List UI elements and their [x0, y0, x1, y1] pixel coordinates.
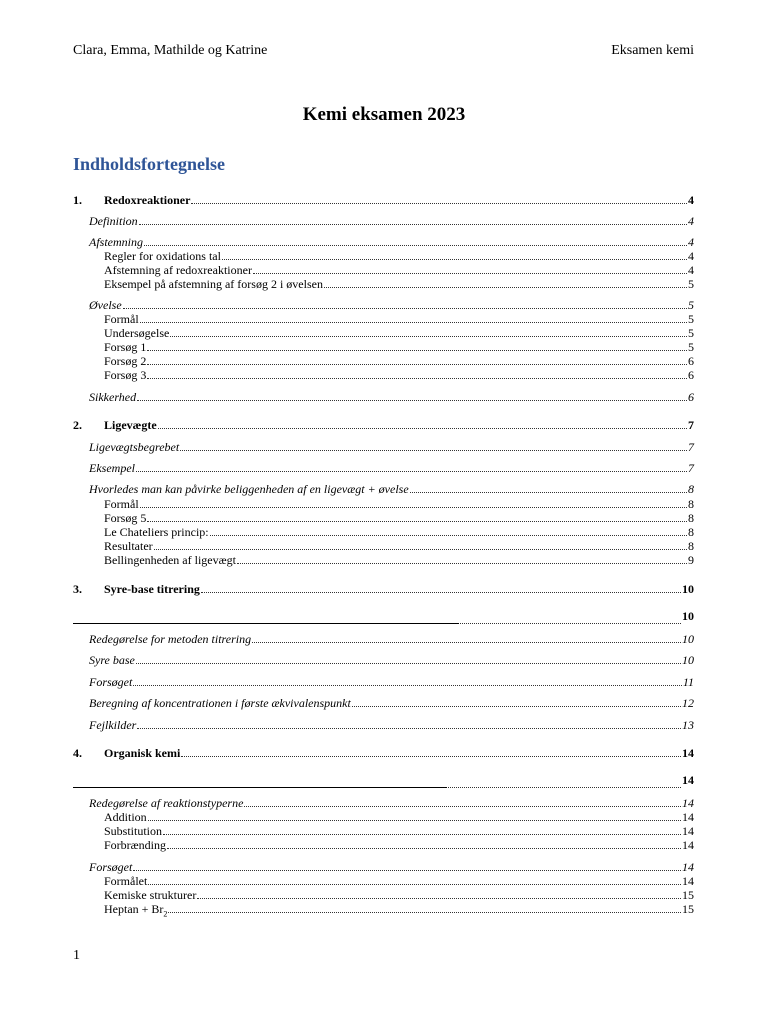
toc-entry-level-2[interactable] — [89, 696, 694, 710]
toc-entry-level-2[interactable] — [89, 235, 694, 249]
toc-leader-dots — [136, 461, 687, 472]
toc-entry-level-1[interactable] — [73, 418, 694, 432]
toc-leader-dots — [352, 696, 681, 707]
toc-page-number: 8 — [688, 525, 694, 539]
toc-entry-label — [104, 497, 139, 511]
toc-page-number: 8 — [688, 539, 694, 553]
toc-entry-level-1[interactable] — [73, 746, 694, 760]
toc-leader-dots — [148, 874, 681, 885]
toc-entry-level-2[interactable] — [89, 860, 694, 874]
toc-entry-subscript: 2 — [163, 909, 168, 919]
toc-entry-text: Forsøg 3 — [104, 368, 147, 382]
toc-entry-text: Eksempel — [89, 461, 135, 475]
toc-leader-dots — [197, 888, 681, 899]
toc-entry-level-2[interactable] — [89, 675, 694, 689]
toc-entry-label — [104, 312, 139, 326]
toc-entry-text: Afstemning af redoxreaktioner — [104, 263, 252, 277]
toc-page-number: 8 — [688, 511, 694, 525]
toc-entry-label — [104, 354, 146, 368]
toc-leader-dots — [133, 675, 682, 686]
toc-leader-dots — [147, 368, 687, 379]
toc-leader-dots — [163, 824, 681, 835]
toc-entry-text: Forsøget — [89, 675, 133, 689]
toc-entry-level-3[interactable] — [104, 340, 694, 354]
toc-page-number: 4 — [688, 263, 694, 277]
toc-page-number: 14 — [682, 796, 694, 810]
toc-page-number: 9 — [688, 553, 694, 567]
toc-page-number: 14 — [682, 773, 694, 787]
toc-entry-text: Heptan + Br — [104, 902, 164, 916]
toc-entry-label — [104, 888, 196, 902]
toc-separator-line — [73, 613, 459, 624]
toc-leader-dots — [180, 440, 687, 451]
toc-page-number: 14 — [682, 838, 694, 852]
toc-entry-label — [104, 539, 153, 553]
toc-page-number: 6 — [688, 354, 694, 368]
toc-entry-text: Syre-base titrering — [104, 582, 200, 596]
toc-entry-level-1[interactable] — [73, 582, 694, 596]
toc-entry-level-3[interactable] — [104, 539, 694, 553]
toc-page-number: 7 — [688, 461, 694, 475]
toc-entry-text: Syre base — [89, 653, 135, 667]
toc-page-number: 14 — [682, 860, 694, 874]
toc-entry-label — [104, 340, 146, 354]
toc-entry-label — [89, 653, 135, 667]
toc-page-number: 4 — [688, 249, 694, 263]
toc-entry-text: Forsøg 5 — [104, 511, 147, 525]
toc-leader-dots — [136, 653, 681, 664]
toc-leader-dots — [168, 902, 681, 913]
toc-page-number: 5 — [688, 298, 694, 312]
toc-page-number: 10 — [682, 632, 694, 646]
toc-entry-label — [89, 440, 179, 454]
toc-leader-dots — [201, 582, 681, 593]
toc-entry-level-3[interactable] — [104, 326, 694, 340]
toc-entry-text: Ligevægtsbegrebet — [89, 440, 180, 454]
toc-page-number: 12 — [682, 696, 694, 710]
toc-page-number: 10 — [682, 582, 694, 596]
toc-leader-dots — [222, 249, 687, 260]
toc-entry-level-3[interactable] — [104, 902, 694, 919]
toc-leader-dots — [210, 525, 687, 536]
toc-page-number: 11 — [682, 675, 694, 689]
toc-entry-label — [73, 193, 190, 207]
toc-page-number: 14 — [682, 810, 694, 824]
toc-entry-text: Sikkerhed — [89, 390, 137, 404]
toc-entry-label — [89, 718, 136, 732]
toc-entry-level-3[interactable] — [104, 249, 694, 263]
toc-entry-label — [89, 860, 132, 874]
toc-separator-row[interactable] — [73, 610, 694, 624]
toc-entry-level-3[interactable] — [104, 354, 694, 368]
toc-entry-label — [104, 277, 323, 291]
toc-leader-dots — [460, 613, 681, 624]
toc-entry-text: Forbrænding — [104, 838, 167, 852]
toc-leader-dots — [137, 390, 687, 401]
toc-leader-dots — [448, 777, 681, 788]
toc-leader-dots — [167, 838, 681, 849]
toc-entry-text: Fejlkilder — [89, 718, 137, 732]
toc-entry-level-2[interactable] — [89, 461, 694, 475]
toc-leader-dots — [140, 497, 687, 508]
toc-page-number: 6 — [688, 368, 694, 382]
toc-entry-label — [89, 696, 351, 710]
toc-leader-dots — [139, 214, 687, 225]
toc-entry-level-2[interactable] — [89, 718, 694, 732]
toc-entry-level-2[interactable] — [89, 214, 694, 228]
toc-entry-text: Substitution — [104, 824, 163, 838]
toc-entry-level-2[interactable] — [89, 390, 694, 404]
toc-entry-text: Afstemning — [89, 235, 143, 249]
toc-page-number: 4 — [688, 214, 694, 228]
toc-entry-level-3[interactable] — [104, 810, 694, 824]
toc-entry-level-2[interactable] — [89, 632, 694, 646]
toc-entry-text: Bellingenheden af ligevægt — [104, 553, 236, 567]
toc-page-number: 5 — [688, 312, 694, 326]
toc-entry-level-3[interactable] — [104, 497, 694, 511]
toc-entry-label — [73, 582, 200, 596]
toc-entry-label — [73, 746, 180, 760]
page-number: 1 — [73, 948, 80, 963]
toc-page-number: 5 — [688, 277, 694, 291]
toc-entry-label — [89, 796, 243, 810]
toc-page-number: 10 — [682, 653, 694, 667]
toc-entry-label — [89, 298, 122, 312]
toc-entry-label — [104, 263, 252, 277]
toc-leader-dots — [154, 539, 687, 550]
toc-leader-dots — [144, 235, 687, 246]
toc-leader-dots — [140, 312, 687, 323]
toc-entry-label — [104, 902, 167, 921]
toc-entry-text: Forsøg 1 — [104, 340, 147, 354]
toc-leader-dots — [191, 193, 687, 204]
toc-entry-text: Formålet — [104, 874, 148, 888]
toc-leader-dots — [252, 632, 681, 643]
header-subject: Eksamen kemi — [611, 43, 694, 58]
toc-entry-text: Formål — [104, 312, 139, 326]
toc-entry-text: Redoxreaktioner — [104, 193, 191, 207]
toc-leader-dots — [158, 418, 687, 429]
toc-entry-text: Eksempel på afstemning af forsøg 2 i øvelsen — [104, 277, 323, 291]
toc-entry-level-3[interactable] — [104, 368, 694, 382]
toc-entry-label — [89, 482, 409, 496]
toc-entry-label — [89, 390, 136, 404]
toc-page-number: 7 — [688, 418, 694, 432]
toc-heading: Indholdsfortegnelse — [73, 154, 226, 174]
toc-entry-level-2[interactable] — [89, 482, 694, 496]
toc-entry-level-3[interactable] — [104, 874, 694, 888]
toc-leader-dots — [181, 746, 681, 757]
toc-section-number: 4. — [73, 746, 82, 760]
toc-entry-text: Addition — [104, 810, 147, 824]
toc-separator-line — [73, 777, 447, 788]
toc-entry-level-3[interactable] — [104, 312, 694, 326]
toc-page-number: 8 — [688, 482, 694, 496]
toc-leader-dots — [253, 263, 687, 274]
toc-page-number: 14 — [682, 746, 694, 760]
toc-leader-dots — [410, 482, 687, 493]
toc-entry-label — [89, 461, 135, 475]
toc-leader-dots — [170, 326, 687, 337]
toc-entry-level-2[interactable] — [89, 298, 694, 312]
toc-page-number: 14 — [682, 824, 694, 838]
toc-entry-label — [104, 553, 236, 567]
toc-leader-dots — [244, 796, 681, 807]
toc-entry-text: Regler for oxidations tal — [104, 249, 221, 263]
toc-entry-level-3[interactable] — [104, 277, 694, 291]
toc-page-number: 14 — [682, 874, 694, 888]
toc-entry-text: Forsøg 2 — [104, 354, 147, 368]
toc-entry-level-2[interactable] — [89, 653, 694, 667]
toc-entry-label — [89, 675, 132, 689]
toc-entry-level-3[interactable] — [104, 838, 694, 852]
toc-leader-dots — [137, 718, 681, 729]
toc-entry-level-3[interactable] — [104, 553, 694, 567]
toc-entry-text: Resultater — [104, 539, 153, 553]
toc-entry-text: Organisk kemi — [104, 746, 181, 760]
toc-leader-dots — [237, 553, 687, 564]
toc-entry-level-1[interactable] — [73, 193, 694, 207]
toc-leader-dots — [123, 298, 687, 309]
toc-page-number: 15 — [682, 902, 694, 916]
toc-entry-level-2[interactable] — [89, 440, 694, 454]
toc-entry-label — [104, 824, 162, 838]
toc-entry-text: Undersøgelse — [104, 326, 170, 340]
toc-entry-text: Kemiske strukturer — [104, 888, 197, 902]
toc-entry-text: Definition — [89, 214, 138, 228]
toc-entry-level-3[interactable] — [104, 525, 694, 539]
toc-separator-row[interactable] — [73, 774, 694, 788]
toc-section-number: 2. — [73, 418, 82, 432]
toc-entry-label — [89, 632, 251, 646]
toc-entry-label — [104, 810, 147, 824]
toc-leader-dots — [133, 860, 681, 871]
toc-entry-text: Redegørelse af reaktionstyperne — [89, 796, 244, 810]
toc-page-number: 6 — [688, 390, 694, 404]
toc-entry-text: Øvelse — [89, 298, 122, 312]
toc-entry-label — [73, 418, 157, 432]
toc-section-number: 3. — [73, 582, 82, 596]
toc-entry-text: Redegørelse for metoden titrering — [89, 632, 252, 646]
toc-leader-dots — [147, 354, 687, 365]
toc-entry-text: Ligevægte — [104, 418, 157, 432]
toc-page-number: 13 — [682, 718, 694, 732]
toc-entry-label — [89, 214, 138, 228]
toc-entry-text: Forsøget — [89, 860, 133, 874]
toc-leader-dots — [147, 511, 687, 522]
toc-entry-label — [104, 525, 209, 539]
document-title: Kemi eksamen 2023 — [302, 104, 466, 125]
toc-leader-dots — [147, 340, 687, 351]
toc-entry-level-2[interactable] — [89, 796, 694, 810]
toc-page-number: 7 — [688, 440, 694, 454]
toc-entry-label — [89, 235, 143, 249]
toc-entry-text: Le Chateliers princip: — [104, 525, 209, 539]
toc-entry-label — [104, 838, 166, 852]
toc-page-number: 8 — [688, 497, 694, 511]
toc-entry-level-3[interactable] — [104, 263, 694, 277]
toc-section-number: 1. — [73, 193, 82, 207]
toc-entry-label — [104, 368, 146, 382]
toc-entry-level-3[interactable] — [104, 824, 694, 838]
toc-entry-text: Hvorledes man kan påvirke beliggenheden af en ligevægt + øvelse — [89, 482, 409, 496]
toc-page-number: 10 — [682, 609, 694, 623]
toc-page-number: 5 — [688, 326, 694, 340]
toc-leader-dots — [148, 810, 681, 821]
toc-page-number: 4 — [688, 193, 694, 207]
toc-leader-dots — [324, 277, 687, 288]
toc-entry-level-3[interactable] — [104, 511, 694, 525]
toc-entry-label — [104, 511, 146, 525]
header-authors: Clara, Emma, Mathilde og Katrine — [73, 43, 268, 58]
toc-entry-label — [104, 249, 221, 263]
toc-page-number: 4 — [688, 235, 694, 249]
toc-entry-level-3[interactable] — [104, 888, 694, 902]
toc-entry-text: Formål — [104, 497, 139, 511]
toc-page-number: 5 — [688, 340, 694, 354]
toc-entry-label — [104, 874, 147, 888]
toc-entry-text: Beregning af koncentrationen i første ækvivalenspunkt — [89, 696, 351, 710]
toc-page-number: 15 — [682, 888, 694, 902]
toc-entry-label — [104, 326, 169, 340]
